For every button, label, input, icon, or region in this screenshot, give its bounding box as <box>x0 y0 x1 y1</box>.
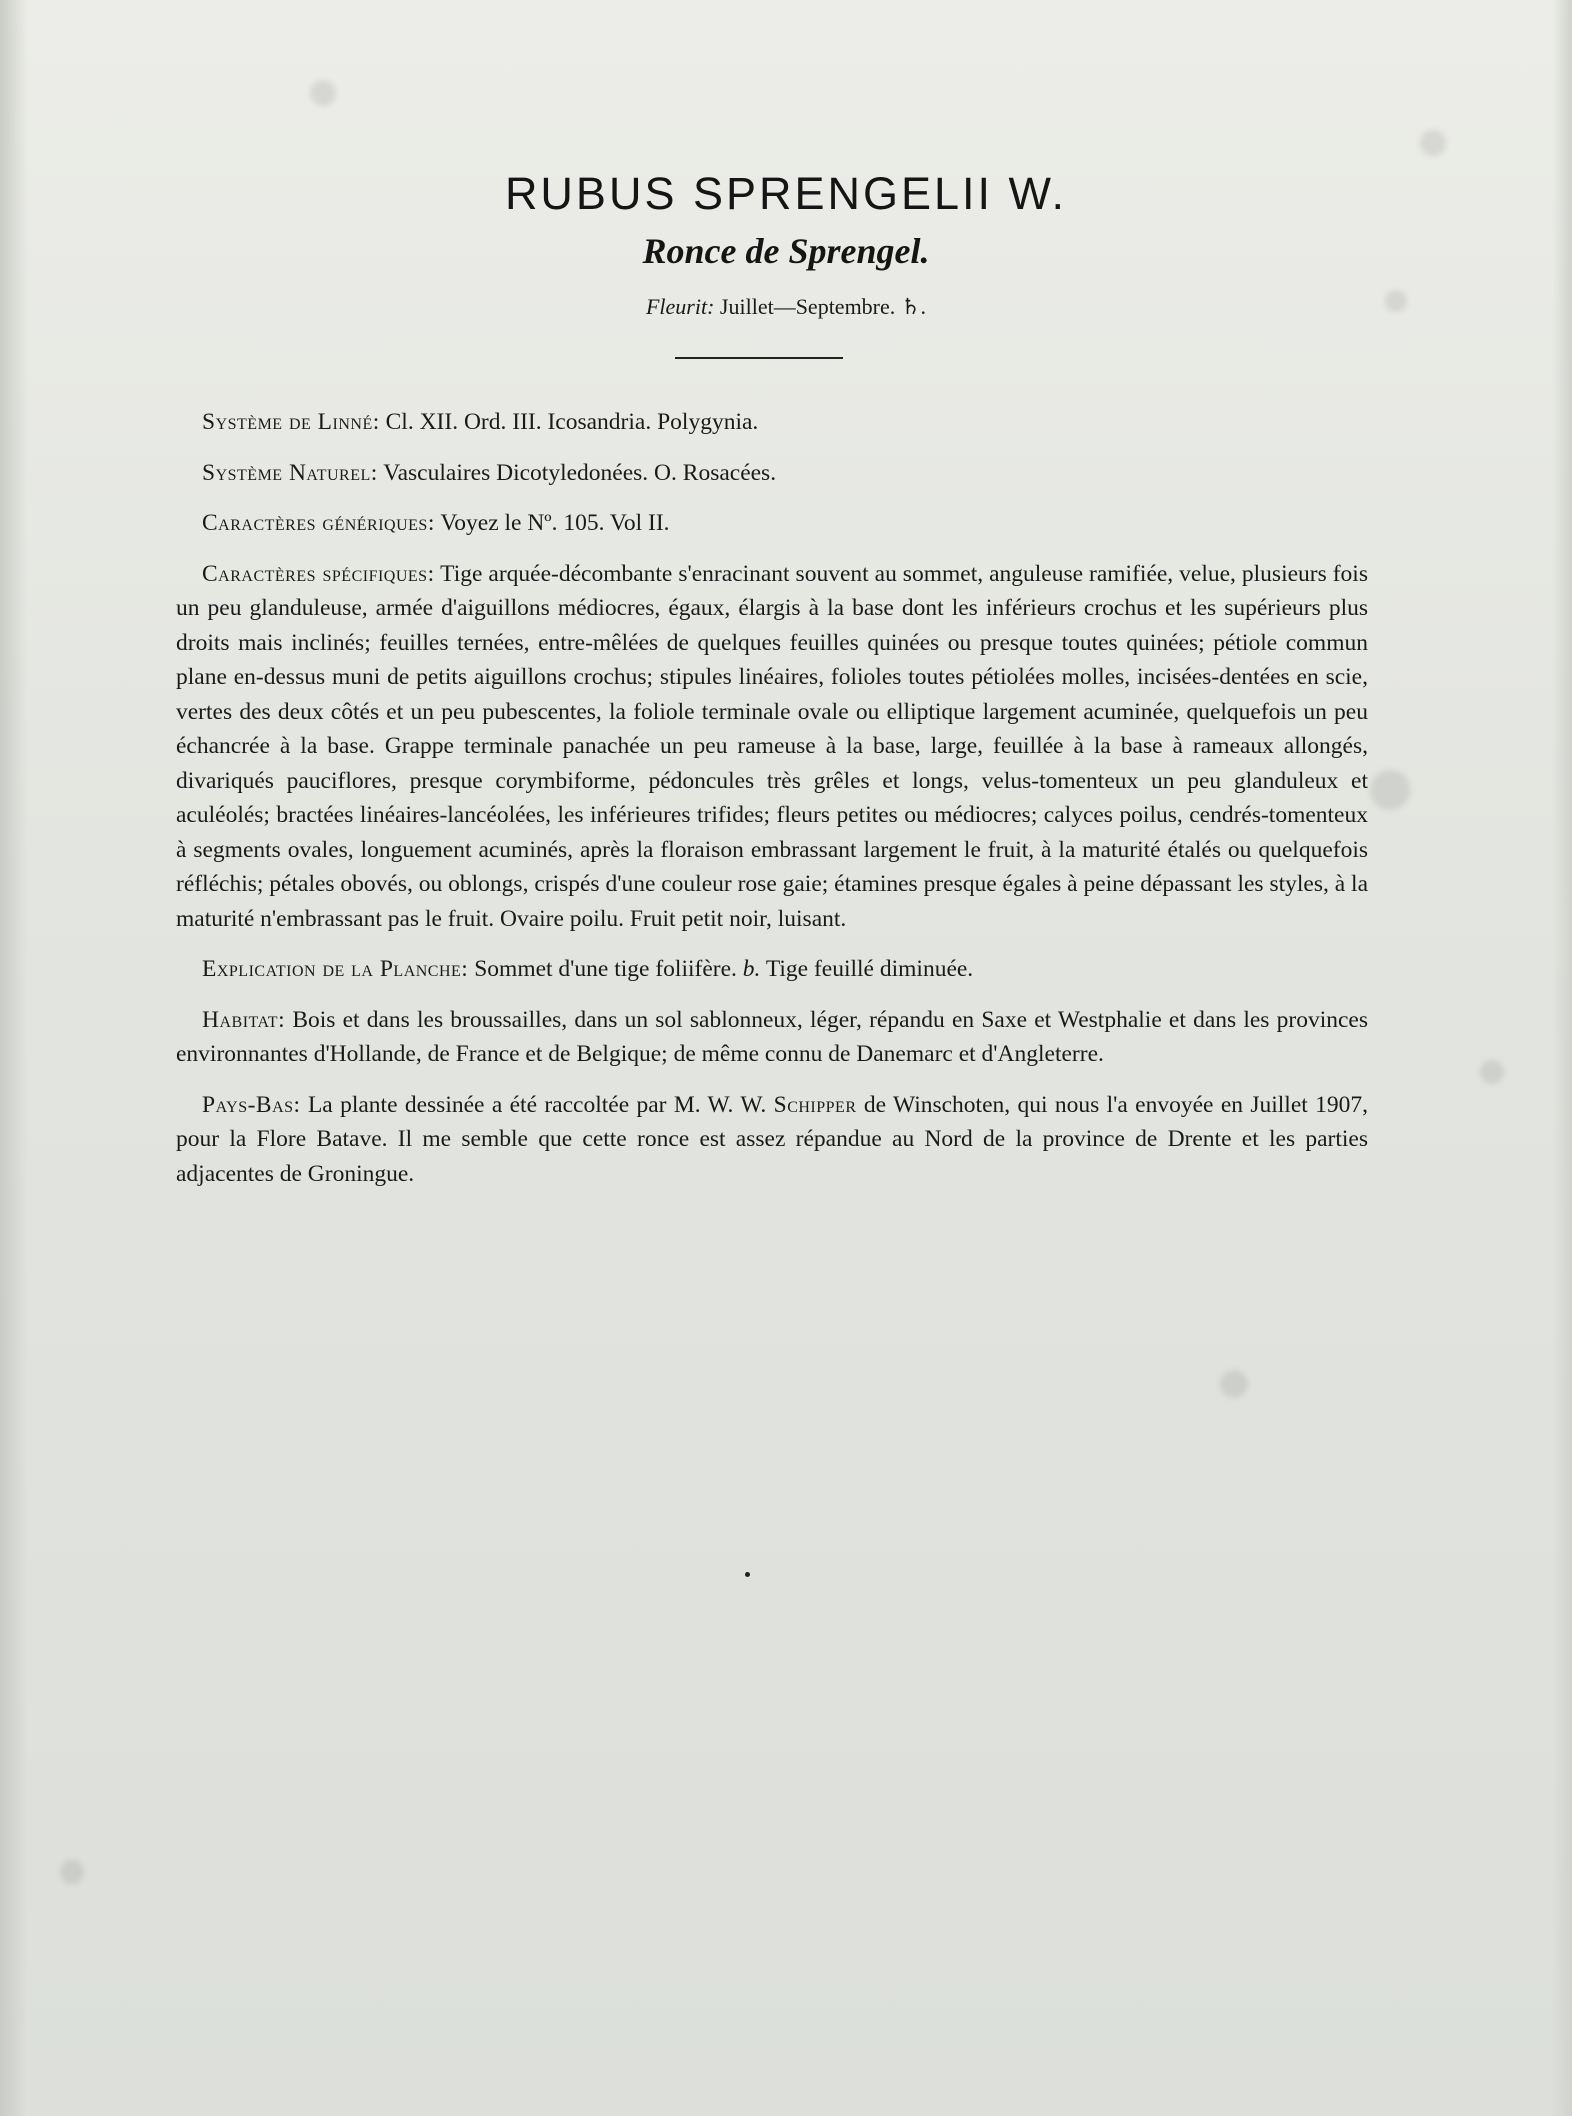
flowering-label: Fleurit: <box>645 294 715 319</box>
section-label: Habitat: <box>202 1006 286 1033</box>
paper-speck <box>1480 1060 1504 1084</box>
section-label: Système de Linné: <box>202 409 380 435</box>
section-naturel <box>176 456 1368 491</box>
section-generiques <box>176 506 1368 541</box>
section-explication <box>176 952 1368 987</box>
title-divider <box>675 357 843 359</box>
section-label: Système Naturel: <box>202 459 378 486</box>
paper-speck <box>60 1860 84 1884</box>
section-text: de Winschoten, qui nous l'a envoyée en Juillet 1907, pour la Flore Batave. Il me semble que cette ronce est assez répandue au Nord de la province de Drente et les parties adjacentes de Groningue. <box>176 1091 1369 1187</box>
collector-name: Schipper <box>773 1091 857 1118</box>
section-text: Tige feuillé diminuée. <box>765 956 974 982</box>
paper-speck <box>1370 770 1410 810</box>
section-habitat <box>176 1003 1368 1072</box>
stray-mark <box>745 1572 750 1577</box>
section-text: Vasculaires Dicotyledonées. O. Rosacées. <box>383 459 777 486</box>
section-text: Cl. XII. Ord. III. Icosandria. Polygynia. <box>385 409 759 435</box>
section-text: La plante dessinée a été raccoltée par M. W. W. <box>307 1091 767 1118</box>
section-label: Pays-Bas: <box>202 1091 301 1118</box>
common-name: Ronce de Sprengel. <box>642 231 930 271</box>
flowering-line <box>0 294 1572 320</box>
section-text: Tige arquée-décombante s'enracinant souvent au sommet, anguleuse ramifiée, velue, plusieurs fois un peu glanduleuse, armée d'aiguillons médiocres, égaux, élargis à la base dont les inférieurs crochus et les supérieurs plus droits mais inclinés; feuilles ternées, entre-mêlées de quelques feuilles quinées ou presque toutes quinées; pétiole commun plane en-dessus muni de petits aiguillons crochus; stipules linéaires, folioles toutes pétiolées molles, incisées-dentées en scie, vertes des deux côtés et un peu pubescentes, la foliole terminale ovale ou elliptique largement acuminée, quelquefois un peu échancrée à la base. Grappe terminale panachée un peu rameuse à la base, large, feuillée à la base à rameaux allongés, divariqués pauciflores, presque corymbiforme, pédoncules très grêles et longs, velus-tomenteux un peu glanduleux et aculéolés; bractées linéaires-lancéolées, les inférieures trifides; fleurs petites ou médiocres; calyces poilus, cendrés-tomenteux à segments ovales, longuement acuminés, après la floraison embrassant largement le fruit, à la maturité étalés ou quelquefois réfléchis; pétales obovés, ou oblongs, crispés d'une couleur rose gaie; étamines presque égales à peine dépassant les styles, à la maturité n'embrassant pas le fruit. Ovaire poilu. Fruit petit noir, luisant. <box>176 560 1368 932</box>
page-title: RUBUS SPRENGELII W. <box>504 168 1068 219</box>
section-label: Caractères génériques: <box>202 510 435 536</box>
paper-speck <box>1220 1370 1248 1398</box>
flowering-value: Juillet—Septembre. ♄. <box>719 294 926 319</box>
paper-speck <box>310 80 336 106</box>
description-body <box>176 405 1368 1207</box>
section-label: Explication de la Planche: <box>202 956 469 982</box>
paper-speck <box>1420 130 1446 156</box>
section-label: Caractères spécifiques: <box>202 560 435 587</box>
section-text: Sommet d'une tige foliifère. <box>474 956 737 982</box>
figure-letter: b. <box>742 956 761 982</box>
section-text: Bois et dans les broussailles, dans un sol sablonneux, léger, répandu en Saxe et Westphalie et dans les provinces environnantes d'Hollande, de France et de Belgique; de même connu de Danemarc et d'Angleterre. <box>176 1006 1369 1067</box>
section-text: Voyez le Nº. 105. Vol II. <box>440 510 670 536</box>
section-paysbas <box>176 1088 1368 1192</box>
section-linne <box>176 405 1368 440</box>
section-specifiques <box>176 557 1368 937</box>
